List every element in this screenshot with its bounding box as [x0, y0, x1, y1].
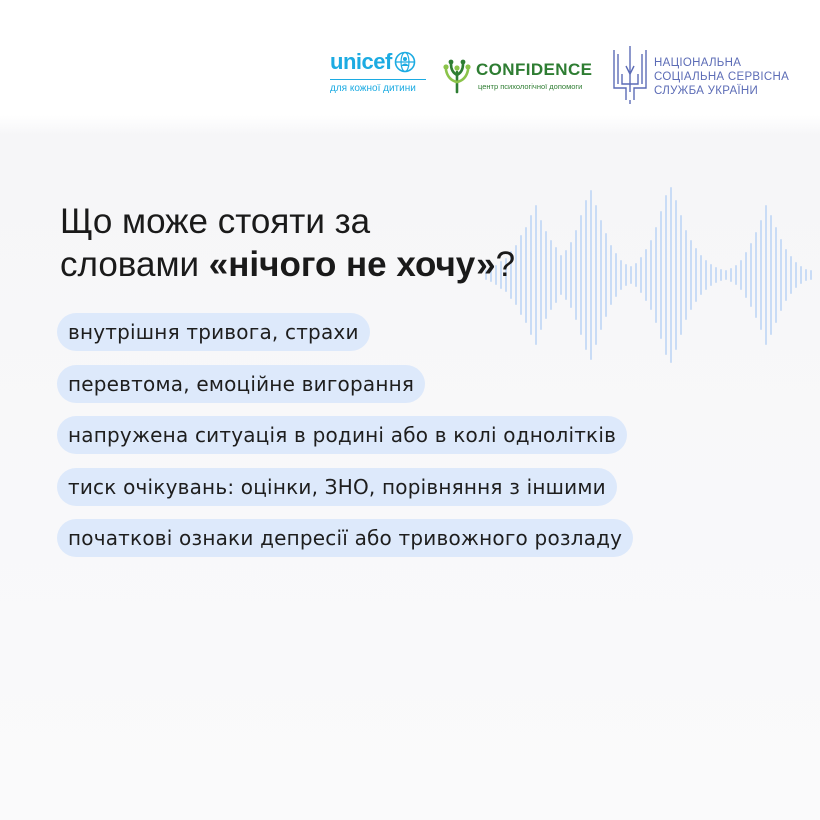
reason-pill: початкові ознаки депресії або тривожного розладу [57, 519, 633, 557]
wave-bar [715, 267, 717, 283]
confidence-logo [440, 58, 600, 98]
wave-bar [805, 269, 807, 281]
nssu-line-2: СОЦІАЛЬНА СЕРВІСНА [654, 71, 790, 83]
wave-bar [800, 266, 802, 284]
unicef-logo [330, 48, 430, 95]
wave-bar [765, 205, 767, 345]
wave-bar [680, 215, 682, 335]
wave-bar [730, 268, 732, 282]
reason-pill: напружена ситуація в родині або в колі однолітків [57, 416, 627, 454]
wave-bar [750, 243, 752, 307]
wave-bar [770, 215, 772, 335]
wave-bar [690, 240, 692, 310]
reasons-list [57, 313, 633, 571]
nssu-logo [610, 44, 810, 106]
wave-bar [760, 220, 762, 330]
reason-pill: перевтома, емоційне вигорання [57, 365, 425, 403]
wave-bar [670, 187, 672, 363]
wave-bar [665, 195, 667, 355]
wave-bar [735, 265, 737, 285]
nssu-line-1: НАЦІОНАЛЬНА [654, 57, 742, 69]
nssu-line-3: СЛУЖБА УКРАЇНИ [654, 85, 759, 97]
wave-bar [725, 270, 727, 280]
wave-bar [740, 260, 742, 290]
page-title [60, 200, 660, 286]
partner-logos [0, 40, 820, 110]
title-question-mark: ? [495, 245, 516, 284]
confidence-tree-icon [440, 58, 474, 94]
wave-bar [795, 262, 797, 288]
wave-bar [755, 232, 757, 318]
wave-bar [720, 269, 722, 281]
wave-bar [660, 211, 662, 339]
wave-bar [810, 270, 812, 280]
title-line-1: Що може стояти за [60, 202, 371, 241]
reason-pill: тиск очікувань: оцінки, ЗНО, порівняння з іншими [57, 468, 617, 506]
wave-bar [675, 200, 677, 350]
confidence-wordmark: CONFIDENCE [476, 60, 593, 79]
confidence-tagline: центр психологічної допомоги [478, 82, 583, 91]
wave-bar [700, 255, 702, 295]
wave-bar [785, 249, 787, 301]
wave-bar [685, 230, 687, 320]
trident-icon [610, 44, 650, 106]
unicef-wordmark: unicef [330, 49, 392, 74]
wave-bar [790, 256, 792, 294]
wave-bar [775, 227, 777, 323]
nssu-name [654, 56, 789, 98]
title-line-2 [60, 243, 660, 286]
wave-bar [705, 260, 707, 290]
unicef-tagline: для кожної дитини [330, 83, 416, 94]
wave-bar [745, 252, 747, 298]
wave-bar [710, 264, 712, 286]
title-quote: «нічого не хочу» [208, 245, 496, 284]
unicef-globe-icon [394, 51, 416, 73]
title-line-2-regular: словами [60, 245, 209, 284]
reason-pill: внутрішня тривога, страхи [57, 313, 370, 351]
wave-bar [780, 239, 782, 311]
wave-bar [695, 248, 697, 302]
